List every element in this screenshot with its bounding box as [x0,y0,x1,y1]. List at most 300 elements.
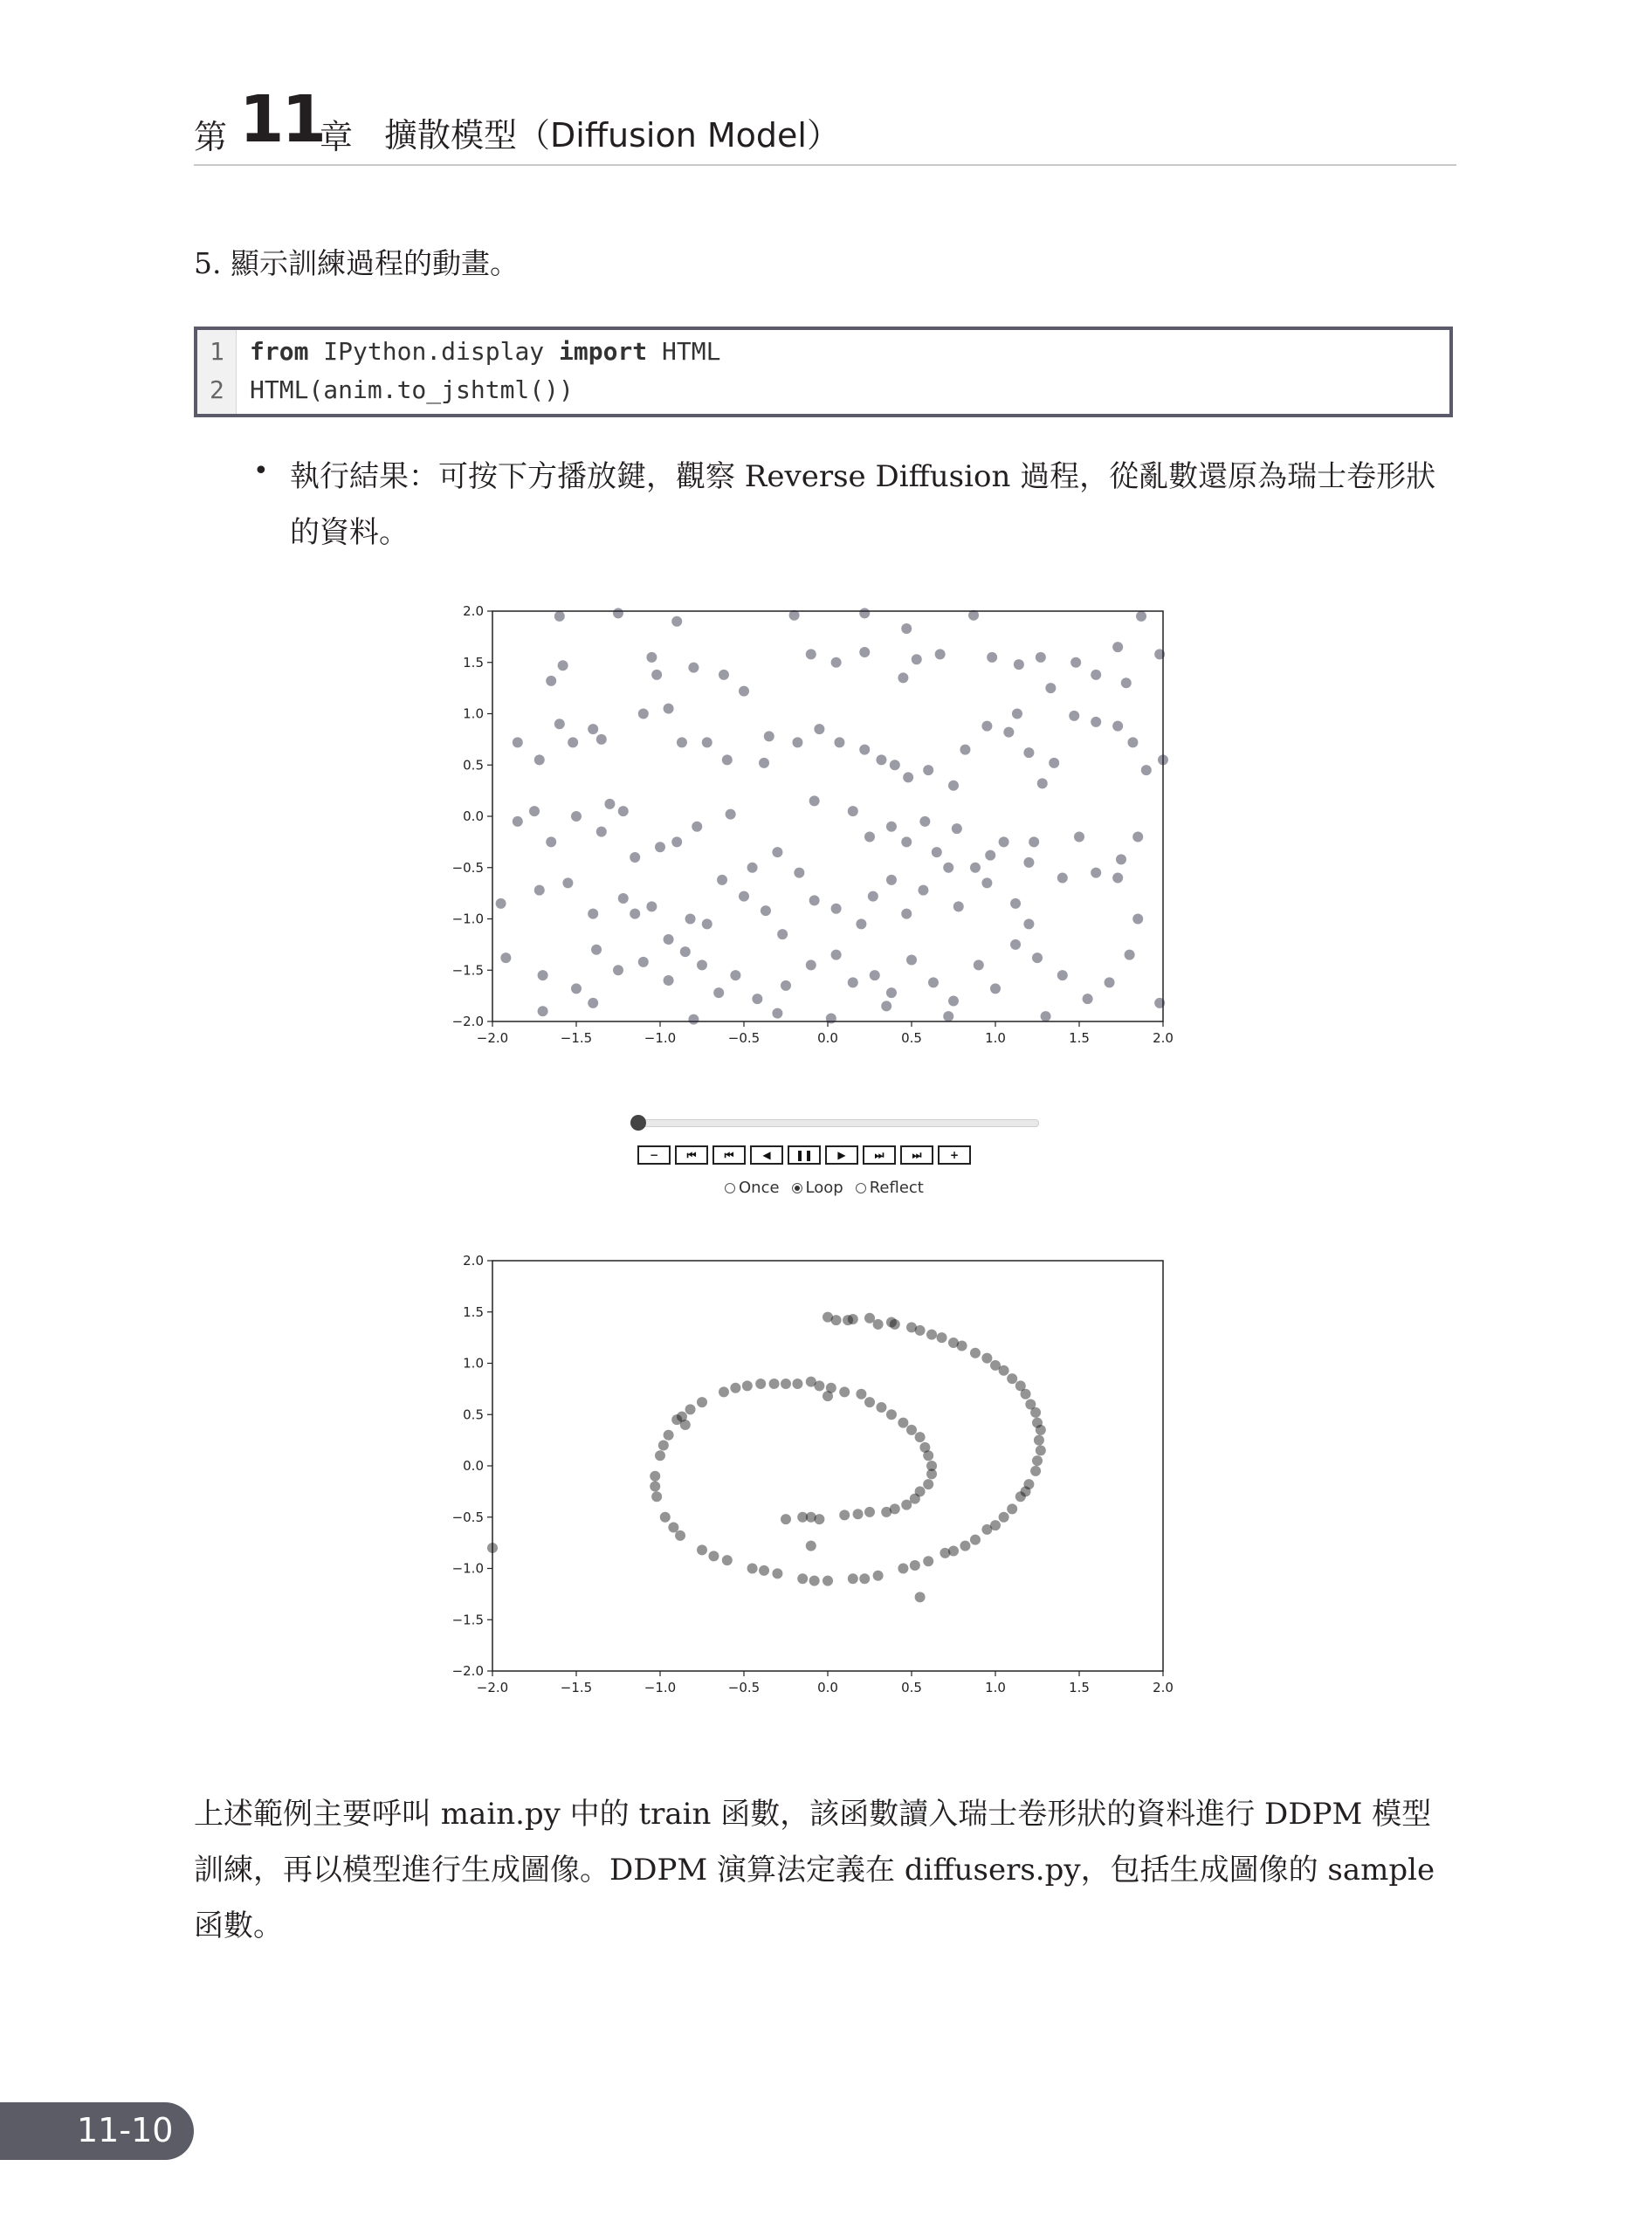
scatter-point [630,852,640,863]
scatter-point [772,1008,782,1019]
scatter-point [848,806,858,816]
scatter-point [664,1430,674,1441]
scatter-point [831,1315,842,1325]
scatter-point [742,1380,753,1391]
scatter-point [752,994,762,1004]
scatter-point [923,1479,933,1489]
scatter-point [722,1555,733,1565]
scatter-point [708,1551,719,1561]
scatter-point [809,1576,820,1586]
chapter-prefix: 第 [194,118,228,156]
scatter-point [868,891,878,902]
scatter-point [970,863,981,873]
scatter-point [651,670,662,680]
x-tick-label: −2.0 [476,1030,509,1046]
y-tick-label: 1.5 [463,654,484,670]
scatter-point [591,945,602,955]
scatter-point [859,608,870,618]
scatter-point [1069,711,1079,721]
scatter-point [864,1507,875,1517]
y-tick-label: −0.5 [451,859,484,876]
scatter-point [1083,994,1093,1004]
y-tick-label: 0.5 [463,757,484,774]
scatter-point [943,863,953,873]
scatter-point [697,959,707,970]
scatter-point [588,909,598,919]
scatter-point [839,1386,850,1397]
scatter-point [558,660,568,670]
scatter-point [834,737,844,747]
body-paragraph: 上述範例主要呼叫 main.py 中的 train 函數，該函數讀入瑞士卷形狀的資料進行 DDPM 模型訓練，再以模型進行生成圖像。DDPM 演算法定義在 diffusers.py，包括生成圖像的 sample 函數。 [194,1797,1435,1943]
slower-button[interactable]: − [637,1145,671,1165]
scatter-point [671,836,682,847]
line-number: 1 [210,337,224,366]
scatter-point [1015,1380,1026,1391]
mode-option-loop[interactable] [792,1179,843,1197]
scatter-point [806,649,816,659]
scatter-point [1105,977,1115,987]
scatter-point [719,1386,729,1397]
scatter-point [890,760,900,770]
scatter-point [1091,670,1101,680]
scatter-point [957,1341,967,1351]
scatter-point [906,1425,917,1435]
scatter-point [692,822,702,832]
x-tick-label: 1.5 [1069,1680,1090,1695]
scatter-point [638,709,649,719]
scatter-point [677,737,687,747]
scatter-point [915,1325,926,1336]
scatter-point [596,827,607,837]
bullet-dot: • [253,456,269,486]
scatter-point [970,1535,981,1545]
scatter-point [943,1011,953,1021]
scatter-point [759,758,769,768]
scatter-point [664,704,674,714]
scatter-point [968,610,979,621]
x-tick-label: −0.5 [727,1030,761,1046]
x-tick-label: 1.0 [985,1680,1006,1695]
y-tick-label: −1.5 [451,962,484,979]
scatter-point [792,737,802,747]
scatter-point [910,1560,920,1571]
scatter-point [538,970,548,980]
radio-button[interactable] [725,1183,735,1193]
next-frame-button[interactable]: ⏭ [863,1145,896,1165]
y-tick-label: 1.5 [463,1303,484,1320]
scatter-point [1030,1466,1041,1476]
y-tick-label: 2.0 [463,1253,484,1269]
scatter-point [1036,652,1046,663]
scatter-point [513,737,523,747]
scatter-point [1132,832,1143,842]
x-tick-label: −1.5 [560,1680,593,1695]
scatter-point [554,719,565,729]
result-bullet-text: 執行結果：可按下方播放鍵，觀察 Reverse Diffusion 過程，從亂數還原為瑞士卷形狀的資料。 [290,459,1436,550]
scatter-point [1029,836,1039,847]
mode-option-once[interactable] [725,1179,780,1197]
scatter-point [915,1592,926,1602]
scatter-point [1015,1491,1026,1502]
x-tick-label: −1.0 [644,1030,677,1046]
scatter-point [655,842,665,852]
scatter-point [1154,649,1165,659]
scatter-point [923,1556,933,1566]
code-line: HTML(anim.to_jshtml()) [250,375,574,404]
scatter-point [1010,939,1021,950]
scatter-point [713,987,724,998]
y-tick-label: −2.0 [451,1663,484,1679]
x-tick-label: 2.0 [1153,1680,1174,1695]
scatter-point [903,772,913,782]
scatter-point [873,1319,884,1330]
scatter-point [761,905,771,916]
x-tick-label: 0.0 [817,1030,838,1046]
scatter-point [487,1543,498,1553]
scatter-point [792,1379,802,1389]
scatter-point [915,1486,926,1496]
scatter-point [546,676,556,686]
scatter-point [650,1471,660,1482]
scatter-point [970,1348,981,1358]
scatter-point [915,1432,926,1442]
scatter-point [1158,754,1168,765]
scatter-point [901,909,912,919]
scatter-point [898,1564,908,1574]
scatter-point [906,955,917,966]
scatter-point [981,721,992,732]
scatter-point [1112,642,1123,652]
scatter-point [919,816,930,827]
code-keyword: from [250,337,309,366]
scatter-point [898,672,908,683]
scatter-point [730,970,740,980]
code-text: HTML [647,337,721,366]
scatter-point [990,983,1001,994]
scatter-point [702,737,712,747]
scatter-point [675,1530,685,1541]
scatter-point [999,1365,1009,1376]
scatter-point [538,1006,548,1016]
step-heading: 5. 顯示訓練過程的動畫。 [194,246,519,280]
scatter-point [697,1544,707,1555]
scatter-point [960,745,970,755]
code-line [250,337,720,366]
scatter-point [809,895,820,905]
scatter-point [1112,721,1123,732]
y-tick-label: 1.0 [463,705,484,722]
frame-slider[interactable] [632,1116,1037,1128]
scatter-point [870,970,880,980]
code-text: IPython.display [308,337,560,366]
scatter-point [876,1402,886,1413]
x-tick-label: −0.5 [727,1680,761,1695]
scatter-point [864,1313,875,1324]
scatter-point [999,1512,1009,1523]
loop-mode-options [725,1179,924,1197]
scatter-point [859,1573,870,1584]
scatter-point [881,1507,891,1517]
y-tick-label: 0.0 [463,1458,484,1474]
scatter-point [831,904,842,914]
playback-buttons [637,1145,971,1165]
scatter-point [781,980,791,991]
scatter-point [554,611,565,622]
scatter-point [613,965,623,975]
scatter-point [1037,778,1048,788]
scatter-point [926,1468,937,1479]
scatter-point [571,983,582,994]
scatter-point [650,1482,660,1492]
scatter-point [901,623,912,634]
radio-button[interactable] [792,1183,802,1193]
scatter-chart-svg [437,602,1222,1091]
scatter-point [638,957,649,967]
x-tick-label: 1.5 [1069,1030,1090,1046]
scatter-point [630,909,640,919]
scatter-point [658,1441,669,1451]
scatter-point [823,1391,833,1401]
scatter-point [668,1523,678,1533]
scatter-point [898,1418,908,1428]
scatter-point [513,816,523,827]
scatter-point [974,959,984,970]
scatter-point [747,863,758,873]
scatter-point [546,836,556,847]
scatter-chart-svg [437,1252,1222,1741]
y-tick-label: −1.5 [451,1612,484,1628]
pause-button[interactable]: ❚❚ [788,1145,821,1165]
y-tick-label: 0.5 [463,1406,484,1423]
scatter-point [856,918,866,929]
scatter-point [1036,1445,1046,1455]
scatter-point [664,934,674,945]
scatter-point [853,1509,864,1519]
scatter-point [935,649,946,659]
slider-track[interactable] [632,1119,1039,1127]
scatter-point [848,1314,858,1324]
scatter-point [596,734,607,745]
plot-frame [492,611,1163,1021]
scatter-point [1012,709,1022,719]
scatter-point [781,1379,791,1389]
scatter-point [831,657,842,668]
line-number: 2 [210,375,224,404]
scatter-point [646,652,657,663]
x-tick-label: 2.0 [1153,1030,1174,1046]
scatter-point [826,1013,836,1023]
scatter-point [937,1332,947,1343]
scatter-point [1112,873,1123,884]
mode-label: Once [739,1179,780,1197]
scatter-point [806,959,816,970]
scatter-point [500,952,511,963]
scatter-point [646,901,657,911]
scatter-point [568,737,578,747]
scatter-point [952,823,962,834]
scatter-point [651,1491,662,1502]
scatter-point [1032,952,1043,963]
scatter-point [923,765,933,775]
scatter-point [613,608,623,618]
scatter-point [948,996,959,1007]
x-tick-label: −1.5 [560,1030,593,1046]
x-tick-label: 0.5 [901,1030,922,1046]
mode-label: Reflect [869,1179,924,1197]
scatter-point [831,950,842,960]
scatter-point [806,1512,816,1523]
play-button[interactable]: ▶ [825,1145,858,1165]
scatter-point [496,898,506,909]
scatter-point [722,754,733,765]
scatter-point [926,1330,937,1340]
scatter-point [901,1500,912,1510]
scatter-point [923,1450,933,1461]
scatter-point [772,847,782,857]
scatter-point [1003,727,1014,738]
scatter-point [864,1397,875,1407]
scatter-point [987,652,997,663]
scatter-point [901,836,912,847]
scatter-point [1032,1418,1043,1428]
scatter-point [932,847,942,857]
scatter-point [1154,998,1165,1008]
scatter-point [726,809,736,820]
scatter-point [981,1353,992,1364]
chapter-number: 11 [239,82,324,157]
scatter-point [1010,898,1021,909]
scatter-point [848,977,858,987]
scatter-point [806,1541,816,1551]
scatter-point [1116,854,1126,864]
scatter-point [747,1564,758,1574]
scatter-point [797,1573,808,1584]
scatter-point [953,901,964,911]
scatter-point [534,885,545,896]
scatter-point [755,1379,766,1389]
scatter-point [981,1524,992,1535]
x-tick-label: −2.0 [476,1680,509,1695]
slider-thumb[interactable] [630,1115,646,1131]
scatter-point [794,868,804,878]
scatter-point [873,1571,884,1581]
scatter-point [685,1404,696,1414]
scatter-point [685,914,696,925]
scatter-point [823,1576,833,1586]
scatter-point [999,836,1009,847]
last-frame-button[interactable]: ⏭ [900,1145,933,1165]
scatter-point [1007,1503,1017,1514]
scatter-point [1127,737,1138,747]
x-tick-label: 0.0 [817,1680,838,1695]
faster-button[interactable]: + [938,1145,971,1165]
chapter-suffix: 章 [320,118,354,156]
scatter-point [912,654,922,664]
scatter-point [1034,1435,1044,1446]
previous-frame-button[interactable]: ⏮ [712,1145,746,1165]
reverse-button[interactable]: ◀ [750,1145,783,1165]
scatter-point [562,877,573,888]
scatter-point [719,670,729,680]
scatter-point [759,1565,769,1576]
scatter-point [1049,758,1059,768]
scatter-point [1074,832,1084,842]
code-keyword: import [559,337,648,366]
scatter-point [1023,747,1034,758]
chapter-title: 擴散模型（Diffusion Model） [384,116,840,155]
scatter-point [772,1568,782,1578]
scatter-point [588,998,598,1008]
scatter-point [655,1450,665,1461]
code-block [194,327,1453,417]
scatter-point [534,754,545,765]
animation-controls [629,1111,1048,1207]
first-frame-button[interactable]: ⏮ [675,1145,708,1165]
scatter-point [1070,657,1081,668]
scatter-point [769,1379,780,1389]
scatter-point [928,977,939,987]
radio-button[interactable] [856,1183,866,1193]
scatter-point [864,832,875,842]
scatter-point [1023,918,1034,929]
page-number: 11-10 [77,2111,174,2149]
scatter-point [680,946,691,957]
scatter-point [948,781,959,791]
scatter-point [688,1014,699,1025]
scatter-point [739,891,749,902]
scatter-point [702,918,712,929]
scatter-point [1057,873,1068,884]
scatter-point [856,1389,866,1399]
scatter-point [688,663,699,673]
scatter-point [1023,1479,1034,1489]
scatter-point [881,1001,891,1011]
scatter-point [764,731,774,741]
scatter-point [1091,717,1101,727]
scatter-point [859,745,870,755]
y-tick-label: −1.0 [451,1560,484,1577]
y-tick-label: 1.0 [463,1355,484,1372]
scatter-point [529,806,540,816]
scatter-point [886,1409,897,1420]
scatter-point [671,1414,682,1425]
scatter-point [618,893,629,904]
mode-label: Loop [805,1179,843,1197]
scatter-point [886,875,897,885]
scatter-point [1032,1455,1043,1466]
scatter-point [809,795,820,806]
y-tick-label: −2.0 [451,1014,484,1029]
scatter-point [1141,765,1152,775]
mode-option-reflect[interactable] [856,1179,924,1197]
scatter-point [1023,857,1034,868]
y-tick-label: −1.0 [451,911,484,927]
scatter-point [588,724,598,734]
y-tick-label: 2.0 [463,603,484,619]
scatter-point [1136,611,1146,622]
scatter-point [1045,683,1056,693]
scatter-point [618,806,629,816]
scatter-point [890,1319,900,1330]
scatter-point [717,875,727,885]
scatter-point [985,850,995,861]
scatter-point [664,975,674,986]
scatter-point [1014,659,1024,670]
scatter-point [604,799,615,809]
scatter-point [1057,970,1068,980]
scatter-point [918,885,928,896]
scatter-point [1132,914,1143,925]
